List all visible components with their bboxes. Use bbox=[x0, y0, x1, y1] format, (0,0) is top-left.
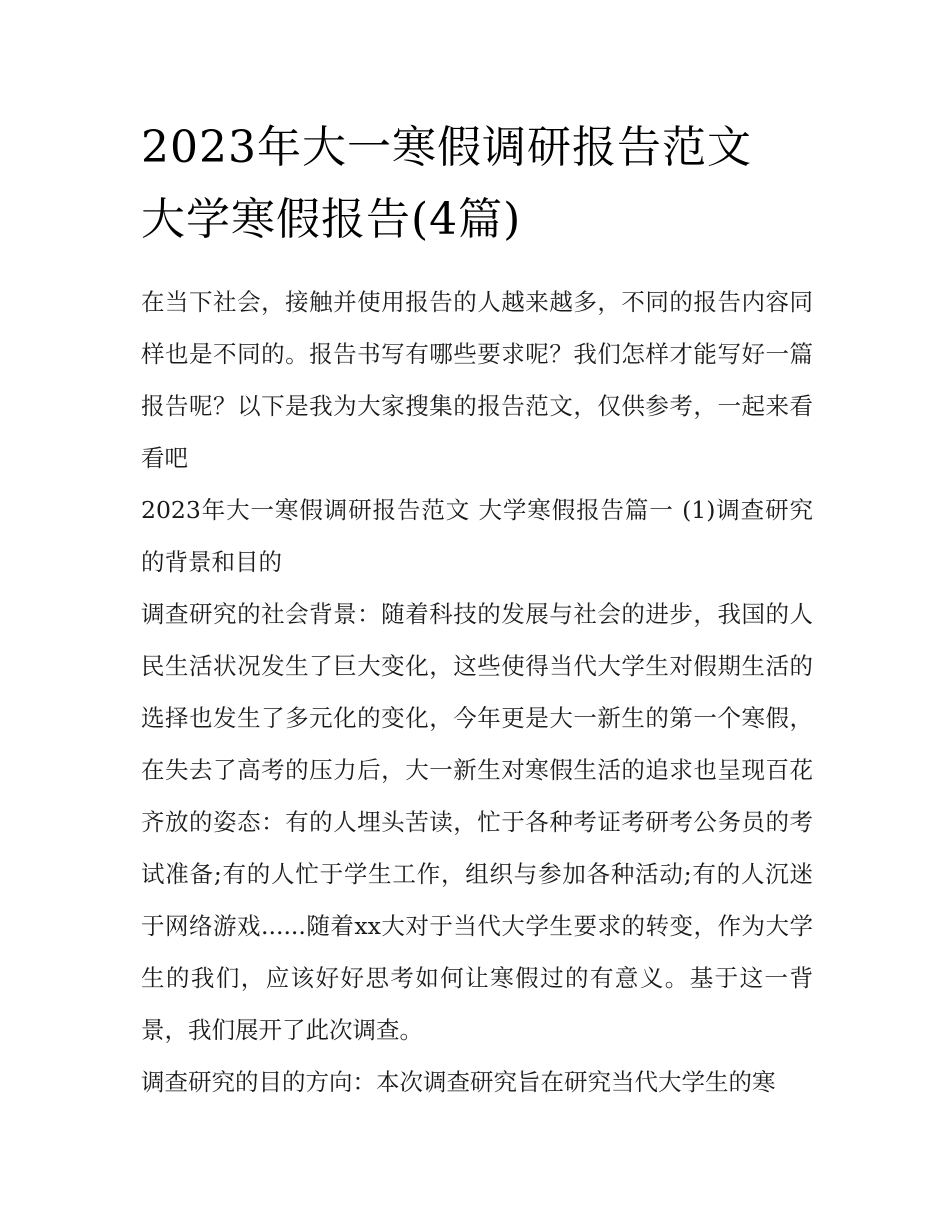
background-paragraph: 调查研究的社会背景：随着科技的发展与社会的进步，我国的人民生活状况发生了巨大变化，这些使得当代大学生对假期生活的选择也发生了多元化的变化，今年更是大一新生的第一个寒假，在失去了高考的压力后，大一新生对寒假生活的追求也呈现百花齐放的姿态：有的人埋头苦读，忙于各种考证考研考公务员的考试准备;有的人忙于学生工作，组织与参加各种活动;有的人沉迷于网络游戏......随着xx大对于当代大学生要求的转变，作为大学生的我们，应该好好思考如何让寒假过的有意义。基于这一背景，我们展开了此次调查。 bbox=[141, 600, 813, 1044]
document-title bbox=[141, 112, 813, 256]
document-page bbox=[141, 112, 813, 1108]
section-heading-paragraph: 2023年大一寒假调研报告范文 大学寒假报告篇一 (1)调查研究的背景和目的 bbox=[141, 496, 813, 576]
title-line-1: 2023年大一寒假调研报告范文 bbox=[141, 122, 752, 173]
purpose-paragraph: 调查研究的目的方向：本次调查研究旨在研究当代大学生的寒 bbox=[141, 1068, 776, 1096]
title-line-2: 大学寒假报告(4篇) bbox=[141, 194, 522, 245]
intro-paragraph: 在当下社会，接触并使用报告的人越来越多，不同的报告内容同样也是不同的。报告书写有哪些要求呢？我们怎样才能写好一篇报告呢？以下是我为大家搜集的报告范文，仅供参考，一起来看看吧 bbox=[141, 288, 813, 472]
